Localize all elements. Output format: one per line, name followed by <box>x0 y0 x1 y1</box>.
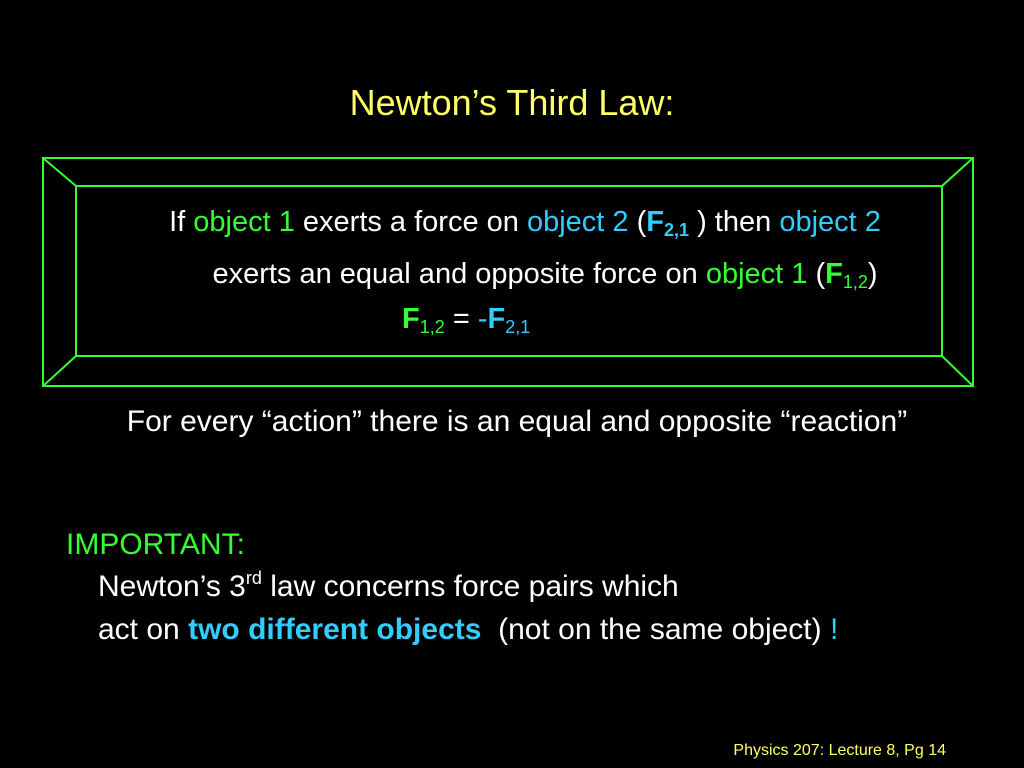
important-heading: IMPORTANT: <box>66 528 245 561</box>
force-symbol-f21: $F_{2,1}$ <box>646 206 690 240</box>
equation-rhs: $-F_{2,1}$ <box>477 303 531 337</box>
law-line-1 <box>80 196 970 248</box>
law-exerts: exerts a force on <box>302 206 519 238</box>
frame-corner-line <box>43 356 76 386</box>
force-symbol-f12: $F_{1,2}$ <box>825 258 868 292</box>
frame-corner-line <box>942 356 973 386</box>
equation-lhs: $F_{1,2}$ <box>402 303 445 337</box>
third-law-equation <box>402 303 530 336</box>
important-line-2: act on two different objects (not on the same object) ! <box>98 613 839 646</box>
important-note <box>98 565 838 651</box>
force-subscript-12: 1,2 <box>842 272 868 292</box>
object-1-label-again: object 1 <box>705 258 808 290</box>
action-reaction-motto: For every “action” there is an equal and opposite “reaction” <box>126 405 908 438</box>
frame-corner-line <box>43 158 76 186</box>
slide-footer: Physics 207: Lecture 8, Pg 14 <box>733 742 946 759</box>
frame-corner-line <box>942 158 973 186</box>
close-paren-2: ) <box>867 258 878 290</box>
open-paren: ( <box>636 206 647 238</box>
slide-title: Newton’s Third Law: <box>349 82 675 123</box>
law-line-2 <box>80 248 970 300</box>
law-statement <box>80 196 970 300</box>
object-2-label-again: object 2 <box>779 206 881 238</box>
law-if: If <box>169 206 186 238</box>
two-different-objects-emphasis: two different objects <box>188 613 482 646</box>
force-subscript-21: 2,1 <box>664 220 690 240</box>
important-line-1: Newton’s 3rd law concerns force pairs which <box>98 568 679 603</box>
object-2-label: object 2 <box>526 206 629 238</box>
exclamation-mark: ! <box>829 613 839 646</box>
ordinal-suffix: rd <box>245 568 262 588</box>
law-line-2-text: exerts an equal and opposite force on <box>212 258 698 290</box>
close-then: ) then <box>697 206 772 238</box>
object-1-label: object 1 <box>193 206 295 238</box>
equation-equals: = <box>452 303 470 335</box>
open-paren-2: ( <box>815 258 826 290</box>
